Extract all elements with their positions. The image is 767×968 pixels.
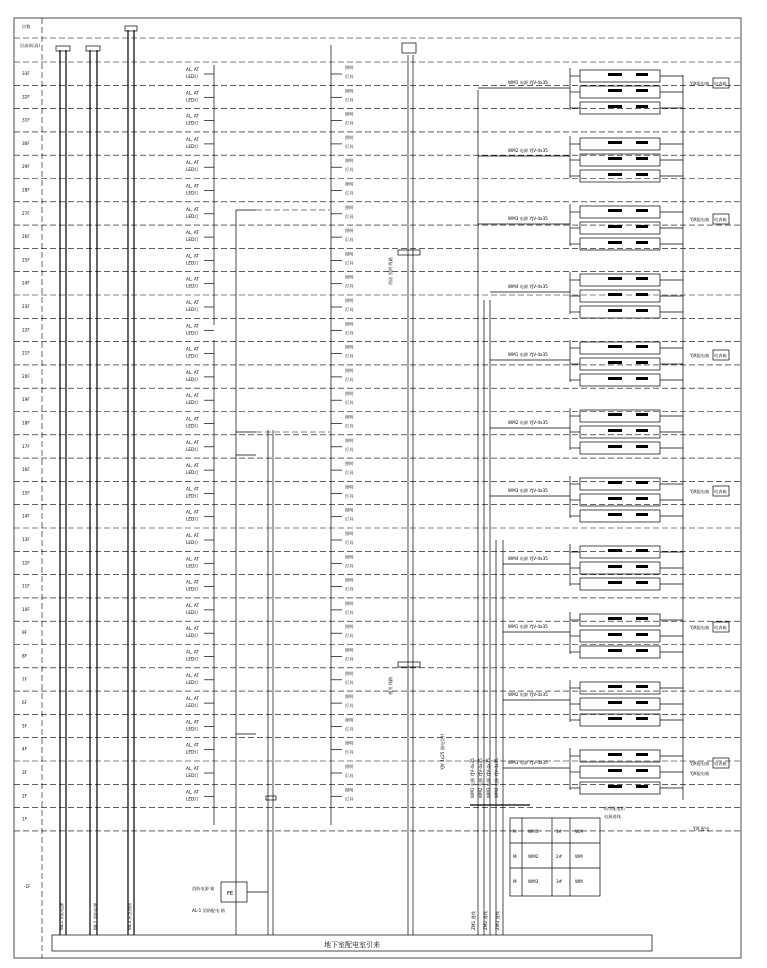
mid-item-desc: 灯具 xyxy=(345,656,354,662)
bottom-feed-label: ZM1 进线 xyxy=(471,911,476,930)
floor-label: 2F xyxy=(22,793,28,799)
vertical-feed-label: WM1 电源 YJV-4x35 xyxy=(470,758,475,798)
floor-label: 19F xyxy=(22,397,30,403)
left-item-desc: LED灯 xyxy=(186,120,199,126)
feeder-label: WM4 电源 YJV-4x35 xyxy=(508,284,548,289)
mid-item-desc: 灯具 xyxy=(345,190,354,196)
mid-item-code: 照明 xyxy=(345,764,354,769)
drawing-frame xyxy=(14,18,741,958)
mid-item-code: 照明 xyxy=(345,367,354,373)
floor-label: 9F xyxy=(22,630,28,636)
mid-item-desc: 灯具 xyxy=(345,400,354,406)
right-distribution-groups xyxy=(478,68,729,794)
floor-label: 23F xyxy=(22,304,30,309)
floor-label: 15F xyxy=(22,490,30,496)
basement-label: -1F xyxy=(24,884,31,889)
vertical-feed-label: WM3 电源 YJV-4x35 xyxy=(486,758,491,798)
vertical-labels xyxy=(58,256,501,930)
floor-label: 3F xyxy=(22,770,28,775)
left-item-code: AL, AT xyxy=(186,160,199,166)
mid-item-code: 照明 xyxy=(345,65,354,70)
floor-label: 25F xyxy=(22,257,30,263)
floor-label: 29F xyxy=(22,164,30,170)
left-riser-label: WL3 应急照明 xyxy=(127,902,132,930)
legend-cell: WM xyxy=(575,854,583,859)
left-item-code: AL, AT xyxy=(186,509,199,515)
floor-label: 21F xyxy=(22,350,30,356)
left-item-desc: LED灯 xyxy=(186,353,199,359)
right-vertical-label: YJV 4x25 强电竖井 xyxy=(440,733,445,770)
legend-cell: M xyxy=(513,879,517,884)
mid-item-desc: 灯具 xyxy=(345,470,354,476)
left-item-desc: LED灯 xyxy=(186,609,199,615)
mid-item-desc: 灯具 xyxy=(345,74,354,79)
bottom-feed-label: ZM3 进线 xyxy=(495,911,500,930)
floor-label: 17F xyxy=(22,443,30,449)
left-item-code: AL, AT xyxy=(186,672,199,678)
floor-label: 27F xyxy=(22,210,30,216)
floor-label: 18F xyxy=(22,420,30,426)
left-item-code: AL, AT xyxy=(186,276,199,282)
mid-item-code: 照明 xyxy=(345,204,354,210)
mid-item-code: 照明 xyxy=(345,740,354,746)
mid-item-code: 照明 xyxy=(345,600,354,606)
left-item-desc: LED灯 xyxy=(186,586,199,592)
floor-label: 13F xyxy=(22,537,30,542)
left-item-code: AL, AT xyxy=(186,253,199,259)
left-item-code: AL, AT xyxy=(186,416,199,422)
mid-item-code: 照明 xyxy=(345,251,354,257)
left-box-caption2: AL-1 消防配电 箱 xyxy=(192,908,225,913)
legend-rows xyxy=(513,829,583,884)
feeder-label: WM3 电源 YJV-4x35 xyxy=(508,216,548,221)
mid-item-code: 照明 xyxy=(345,344,354,350)
mid-item-desc: 灯具 xyxy=(345,540,354,545)
legend-cell: WM3 xyxy=(528,879,539,884)
left-item-desc: LED灯 xyxy=(186,516,199,522)
left-item-code: AL, AT xyxy=(186,556,199,562)
left-item-desc: LED灯 xyxy=(186,703,199,709)
floor-label: 5F xyxy=(22,723,28,729)
right-panel-tag2: 电表箱 xyxy=(714,217,727,222)
mid-item-desc: 灯具 xyxy=(345,307,354,312)
mid-item-code: 照明 xyxy=(345,554,354,560)
mid-item-code: 照明 xyxy=(345,461,354,467)
floor-rows xyxy=(14,38,741,889)
mid-item-desc: 灯具 xyxy=(345,703,354,709)
mid-item-code: 照明 xyxy=(345,158,354,164)
mid-item-desc: 灯具 xyxy=(345,679,354,685)
legend-cell: WM xyxy=(575,829,583,834)
feeder-label: WM3 电源 YJV-4x35 xyxy=(508,488,548,493)
left-item-desc: LED灯 xyxy=(186,283,199,289)
left-item-desc: LED灯 xyxy=(186,726,199,732)
legend-cell: 1# xyxy=(556,829,563,834)
right-panel-tag: YJX配电箱 xyxy=(690,489,710,494)
fire-box-label: FE xyxy=(227,891,234,897)
floor-label: 26F xyxy=(22,234,30,240)
feeder-label: WM2 电源 YJV-4x35 xyxy=(508,148,548,153)
left-item-code: AL, AT xyxy=(186,696,199,702)
legend-cell: M xyxy=(513,829,517,834)
left-item-desc: LED灯 xyxy=(186,400,199,406)
mid-item-code: 照明 xyxy=(345,414,354,420)
mid-item-desc: 灯具 xyxy=(345,563,354,569)
left-item-desc: LED灯 xyxy=(186,330,199,336)
floor-label: 7F xyxy=(22,676,28,682)
mid-item-code: 照明 xyxy=(345,670,354,676)
mid-item-desc: 灯具 xyxy=(345,97,354,103)
mid-item-desc: 灯具 xyxy=(345,213,354,219)
left-item-code: AL, AT xyxy=(186,230,199,236)
bottom-feed-label: ZM2 进线 xyxy=(483,911,488,930)
left-item-code: AL, AT xyxy=(186,579,199,585)
left-item-desc: LED灯 xyxy=(186,213,199,219)
legend-cell: WM1 xyxy=(528,829,539,834)
right-panel-tag: YJX配电箱 xyxy=(690,761,710,766)
mid-item-code: 照明 xyxy=(345,531,354,536)
legend-cell: 3# xyxy=(556,879,563,884)
right-panel-tag-bottom: YJX配电箱 xyxy=(690,771,710,776)
mid-item-desc: 灯具 xyxy=(345,120,354,126)
left-riser-label: WL1 消防电源 xyxy=(59,902,64,930)
right-panel-tag2: 电表箱 xyxy=(714,625,727,630)
feeder-label: WM2 电源 YJV-4x35 xyxy=(508,692,548,697)
bottom-banner: 地下室配电室引来 xyxy=(324,941,380,949)
left-item-desc: LED灯 xyxy=(186,796,199,802)
mid-item-code: 照明 xyxy=(345,298,354,303)
mid-riser-label: 备用 线路 xyxy=(388,676,393,695)
left-item-desc: LED灯 xyxy=(186,190,199,196)
mid-item-code: 照明 xyxy=(345,484,354,490)
right-panel-tag: YJX配电箱 xyxy=(690,81,710,86)
left-item-desc: LED灯 xyxy=(186,423,199,429)
mid-item-desc: 灯具 xyxy=(345,353,354,359)
mid-item-desc: 灯具 xyxy=(345,516,354,522)
floor-label: 32F xyxy=(22,94,30,100)
left-item-code: AL, AT xyxy=(186,486,199,492)
fire-distribution-box xyxy=(192,882,268,914)
mid-item-desc: 灯具 xyxy=(345,260,354,266)
mid-item-desc: 灯具 xyxy=(345,423,354,429)
left-item-desc: LED灯 xyxy=(186,97,199,103)
floor-label: 11F xyxy=(22,583,30,589)
left-item-code: AL, AT xyxy=(186,602,199,608)
left-item-desc: LED灯 xyxy=(186,656,199,662)
floor-label: 1F xyxy=(22,816,28,822)
mid-item-desc: 灯具 xyxy=(345,609,354,615)
row-header-second: 层高(标高) xyxy=(20,43,41,48)
floor-label: 4F xyxy=(22,746,28,752)
mid-item-desc: 灯具 xyxy=(345,726,354,732)
feeder-label: WM1 电源 YJV-4x35 xyxy=(508,624,548,629)
floor-label: 28F xyxy=(22,187,30,193)
mid-item-code: 照明 xyxy=(345,111,354,117)
floor-label: 16F xyxy=(22,467,30,473)
mid-item-desc: 灯具 xyxy=(345,796,354,802)
feeder-label: WM3 电源 YJV-4x35 xyxy=(508,760,548,765)
left-item-code: AL, AT xyxy=(186,206,199,212)
left-item-code: AL, AT xyxy=(186,649,199,655)
floor-label: 12F xyxy=(22,560,30,566)
right-panel-tag2: 电表箱 xyxy=(714,81,727,86)
left-item-desc: LED灯 xyxy=(186,143,199,149)
left-item-code: AL, AT xyxy=(186,393,199,399)
mid-item-desc: 灯具 xyxy=(345,330,354,336)
floor-label: 24F xyxy=(22,280,30,286)
mid-item-desc: 灯具 xyxy=(345,773,354,778)
mid-item-code: 照明 xyxy=(345,647,354,653)
left-item-desc: LED灯 xyxy=(186,376,199,382)
floor-label: 30F xyxy=(22,140,30,146)
left-item-code: AL, AT xyxy=(186,113,199,119)
mid-item-desc: 灯具 xyxy=(345,237,354,243)
left-item-code: AL, AT xyxy=(186,439,199,445)
mid-item-code: 照明 xyxy=(345,274,354,280)
left-item-desc: LED灯 xyxy=(186,260,199,266)
left-column-risers xyxy=(214,65,330,935)
left-item-desc: LED灯 xyxy=(186,493,199,499)
left-item-desc: LED灯 xyxy=(186,237,199,243)
left-item-code: AL, AT xyxy=(186,789,199,795)
row-header-top: 层数 xyxy=(22,24,31,29)
mid-item-desc: 灯具 xyxy=(345,586,354,592)
mid-item-desc: 灯具 xyxy=(345,167,354,173)
mid-col-labels xyxy=(331,64,354,802)
right-panel-tag: YJX配电箱 xyxy=(690,625,710,630)
floor-label: 33F xyxy=(22,71,30,76)
right-side-label: YJX 配电 xyxy=(693,826,710,831)
floor-label: 31F xyxy=(22,117,30,123)
mid-item-desc: 灯具 xyxy=(345,446,354,452)
left-item-code: AL, AT xyxy=(186,766,199,771)
left-item-code: AL, AT xyxy=(186,136,199,142)
vertical-feed-label: WM4 电源 YJV-4x35 xyxy=(494,758,499,798)
mid-item-code: 照明 xyxy=(345,624,354,630)
mid-item-code: 照明 xyxy=(345,577,354,583)
mid-item-desc: 灯具 xyxy=(345,493,354,499)
floor-label: 14F xyxy=(22,513,30,519)
mid-item-code: 照明 xyxy=(345,321,354,327)
mid-item-code: 照明 xyxy=(345,181,354,187)
left-item-desc: LED灯 xyxy=(186,563,199,569)
mid-riser-label: 消防 照明 线路 xyxy=(388,257,393,285)
left-riser-label: WL2 消防电源 xyxy=(93,902,98,930)
floor-label: 20F xyxy=(22,373,30,379)
right-panel-tag: YJX配电箱 xyxy=(690,217,710,222)
left-item-code: AL, AT xyxy=(186,346,199,352)
vertical-feed-label: WM2 电源 YJV-4x35 xyxy=(478,758,483,798)
mid-item-desc: 灯具 xyxy=(345,283,354,289)
floor-label: 10F xyxy=(22,606,30,612)
legend-title2: 电源进线 xyxy=(604,814,621,819)
feeder-label: WM2 电源 YJV-4x35 xyxy=(508,420,548,425)
legend-title: 低压配电柜 xyxy=(604,806,625,811)
left-item-code: AL, AT xyxy=(186,626,199,632)
left-item-code: AL, AT xyxy=(186,183,199,189)
feeder-label: WM1 电源 YJV-4x35 xyxy=(508,352,548,357)
mid-item-code: 照明 xyxy=(345,88,354,94)
mid-item-code: 照明 xyxy=(345,694,354,700)
legend-cell: 2# xyxy=(556,854,563,859)
right-panel-tag2: 电表箱 xyxy=(714,353,727,358)
mid-item-desc: 灯具 xyxy=(345,376,354,382)
left-item-code: AL, AT xyxy=(186,533,199,538)
left-item-desc: LED灯 xyxy=(186,749,199,755)
left-item-desc: LED灯 xyxy=(186,167,199,173)
mid-item-code: 照明 xyxy=(345,391,354,397)
mid-item-desc: 灯具 xyxy=(345,143,354,149)
left-item-code: AL, AT xyxy=(186,300,199,305)
left-item-code: AL, AT xyxy=(186,90,199,96)
left-item-desc: LED灯 xyxy=(186,470,199,476)
mid-item-code: 照明 xyxy=(345,787,354,793)
left-box-caption: 消防电源 箱 xyxy=(192,886,215,891)
left-item-desc: LED灯 xyxy=(186,679,199,685)
feeder-label: WM1 电源 YJV-4x35 xyxy=(508,80,548,85)
left-item-code: AL, AT xyxy=(186,742,199,748)
right-panel-tag2: 电表箱 xyxy=(714,761,727,766)
left-item-desc: LED灯 xyxy=(186,633,199,639)
left-item-code: AL, AT xyxy=(186,463,199,469)
floor-label: 6F xyxy=(22,700,28,706)
left-item-code: AL, AT xyxy=(186,323,199,329)
mid-item-code: 照明 xyxy=(345,507,354,513)
floor-label: 8F xyxy=(22,653,28,659)
mid-item-code: 照明 xyxy=(345,228,354,234)
mid-item-desc: 灯具 xyxy=(345,749,354,755)
left-item-desc: LED灯 xyxy=(186,307,199,312)
mid-item-code: 照明 xyxy=(345,134,354,140)
floor-label: 22F xyxy=(22,327,30,333)
feeder-label: WM4 电源 YJV-4x35 xyxy=(508,556,548,561)
mid-item-code: 照明 xyxy=(345,437,354,443)
left-item-code: AL, AT xyxy=(186,369,199,375)
left-risers xyxy=(56,26,137,935)
left-item-desc: LED灯 xyxy=(186,74,199,79)
legend-cell: M xyxy=(513,854,517,859)
legend-cell: WM2 xyxy=(528,854,539,859)
left-item-desc: LED灯 xyxy=(186,773,199,778)
left-item-desc: LED灯 xyxy=(186,446,199,452)
left-item-desc: LED灯 xyxy=(186,540,199,545)
left-item-code: AL, AT xyxy=(186,719,199,725)
right-panel-tag: YJX配电箱 xyxy=(690,353,710,358)
right-panel-tag2: 电表箱 xyxy=(714,489,727,494)
mid-item-code: 照明 xyxy=(345,717,354,723)
legend-cell: WM xyxy=(575,879,583,884)
mid-item-desc: 灯具 xyxy=(345,633,354,639)
left-item-code: AL, AT xyxy=(186,67,199,72)
